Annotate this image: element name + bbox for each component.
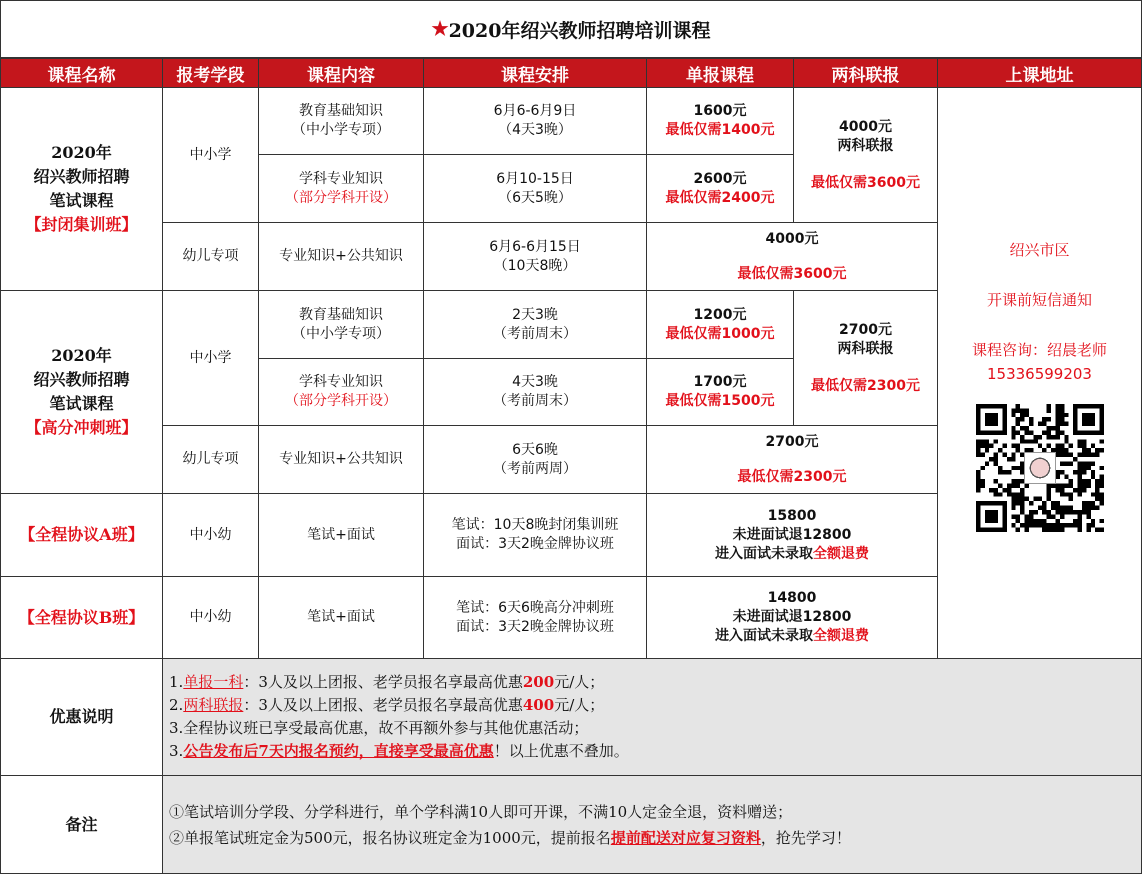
discount-label: 优惠说明 — [0, 658, 163, 776]
protocol-a-name: 【全程协议A班】 — [0, 493, 163, 577]
sprint-combo-price: 2700元 两科联报 最低仅需2300元 — [793, 290, 938, 426]
protocol-b-content: 笔试+面试 — [258, 576, 424, 659]
star-icon: ★ — [431, 18, 449, 40]
header-combo: 两科联报 — [793, 58, 938, 88]
header-content: 课程内容 — [258, 58, 424, 88]
closed-row3-stage: 幼儿专项 — [162, 222, 259, 291]
closed-row2-content: 学科专业知识 （部分学科开设） — [258, 154, 424, 223]
closed-class-name: 2020年 绍兴教师招聘 笔试课程 【封闭集训班】 — [0, 87, 163, 291]
closed-row2-price: 2600元 最低仅需2400元 — [646, 154, 794, 223]
closed-row2-schedule: 6月10-15日 （6天5晚） — [423, 154, 647, 223]
protocol-b-name: 【全程协议B班】 — [0, 576, 163, 659]
closed-row1-content: 教育基础知识 （中小学专项） — [258, 87, 424, 155]
closed-row1-schedule: 6月6-6月9日 （4天3晚） — [423, 87, 647, 155]
protocol-b-price: 14800 未进面试退12800 进入面试未录取全额退费 — [646, 576, 938, 659]
sprint-row3-price: 2700元 最低仅需2300元 — [646, 425, 938, 494]
closed-row1-price: 1600元 最低仅需1400元 — [646, 87, 794, 155]
qr-code — [976, 404, 1104, 532]
address-cell: 绍兴市区 开课前短信通知 课程咨询：绍晨老师 15336599203 — [937, 87, 1142, 659]
sprint-row2-schedule: 4天3晚 （考前周末） — [423, 358, 647, 426]
sprint-row3-stage: 幼儿专项 — [162, 425, 259, 494]
closed-row3-content: 专业知识+公共知识 — [258, 222, 424, 291]
protocol-a-price: 15800 未进面试退12800 进入面试未录取全额退费 — [646, 493, 938, 577]
closed-combo-price: 4000元 两科联报 最低仅需3600元 — [793, 87, 938, 223]
header-schedule: 课程安排 — [423, 58, 647, 88]
sprint-row1-schedule: 2天3晚 （考前周末） — [423, 290, 647, 359]
header-course-name: 课程名称 — [0, 58, 163, 88]
protocol-b-stage: 中小幼 — [162, 576, 259, 659]
closed-stage-primary: 中小学 — [162, 87, 259, 223]
discount-content: 1.单报一科：3人及以上团报、老学员报名享最高优惠200元/人； 2.两科联报：3人及以上团报、老学员报名享最高优惠400元/人； 3.全程协议班已享受最高优惠，故不再额外参与其他优惠活动； 3.公告发布后7天内报名预约，直接享受最高优惠！以上优惠不叠加。 — [162, 658, 1142, 776]
sprint-row1-content: 教育基础知识 （中小学专项） — [258, 290, 424, 359]
protocol-a-content: 笔试+面试 — [258, 493, 424, 577]
closed-row3-price: 4000元 最低仅需3600元 — [646, 222, 938, 291]
closed-row3-schedule: 6月6-6月15日 （10天8晚） — [423, 222, 647, 291]
sprint-row2-content: 学科专业知识 （部分学科开设） — [258, 358, 424, 426]
protocol-a-stage: 中小幼 — [162, 493, 259, 577]
protocol-b-schedule: 笔试：6天6晚高分冲刺班 面试：3天2晚金牌协议班 — [423, 576, 647, 659]
sprint-row3-content: 专业知识+公共知识 — [258, 425, 424, 494]
notes-content: ①笔试培训分学段、分学科进行，单个学科满10人即可开课，不满10人定金全退，资料赠送； ②单报笔试班定金为500元，报名协议班定金为1000元，提前报名提前配送对应复习资料，抢先学习！ — [162, 775, 1142, 874]
sprint-row2-price: 1700元 最低仅需1500元 — [646, 358, 794, 426]
sprint-class-name: 2020年 绍兴教师招聘 笔试课程 【高分冲刺班】 — [0, 290, 163, 494]
header-address: 上课地址 — [937, 58, 1142, 88]
notes-label: 备注 — [0, 775, 163, 874]
sprint-row1-price: 1200元 最低仅需1000元 — [646, 290, 794, 359]
header-single: 单报课程 — [646, 58, 794, 88]
protocol-a-schedule: 笔试：10天8晚封闭集训班 面试：3天2晚金牌协议班 — [423, 493, 647, 577]
sprint-row3-schedule: 6天6晚 （考前两周） — [423, 425, 647, 494]
sprint-stage-primary: 中小学 — [162, 290, 259, 426]
table-title: ★ 2020年绍兴教师招聘培训课程 — [0, 0, 1142, 58]
header-stage: 报考学段 — [162, 58, 259, 88]
